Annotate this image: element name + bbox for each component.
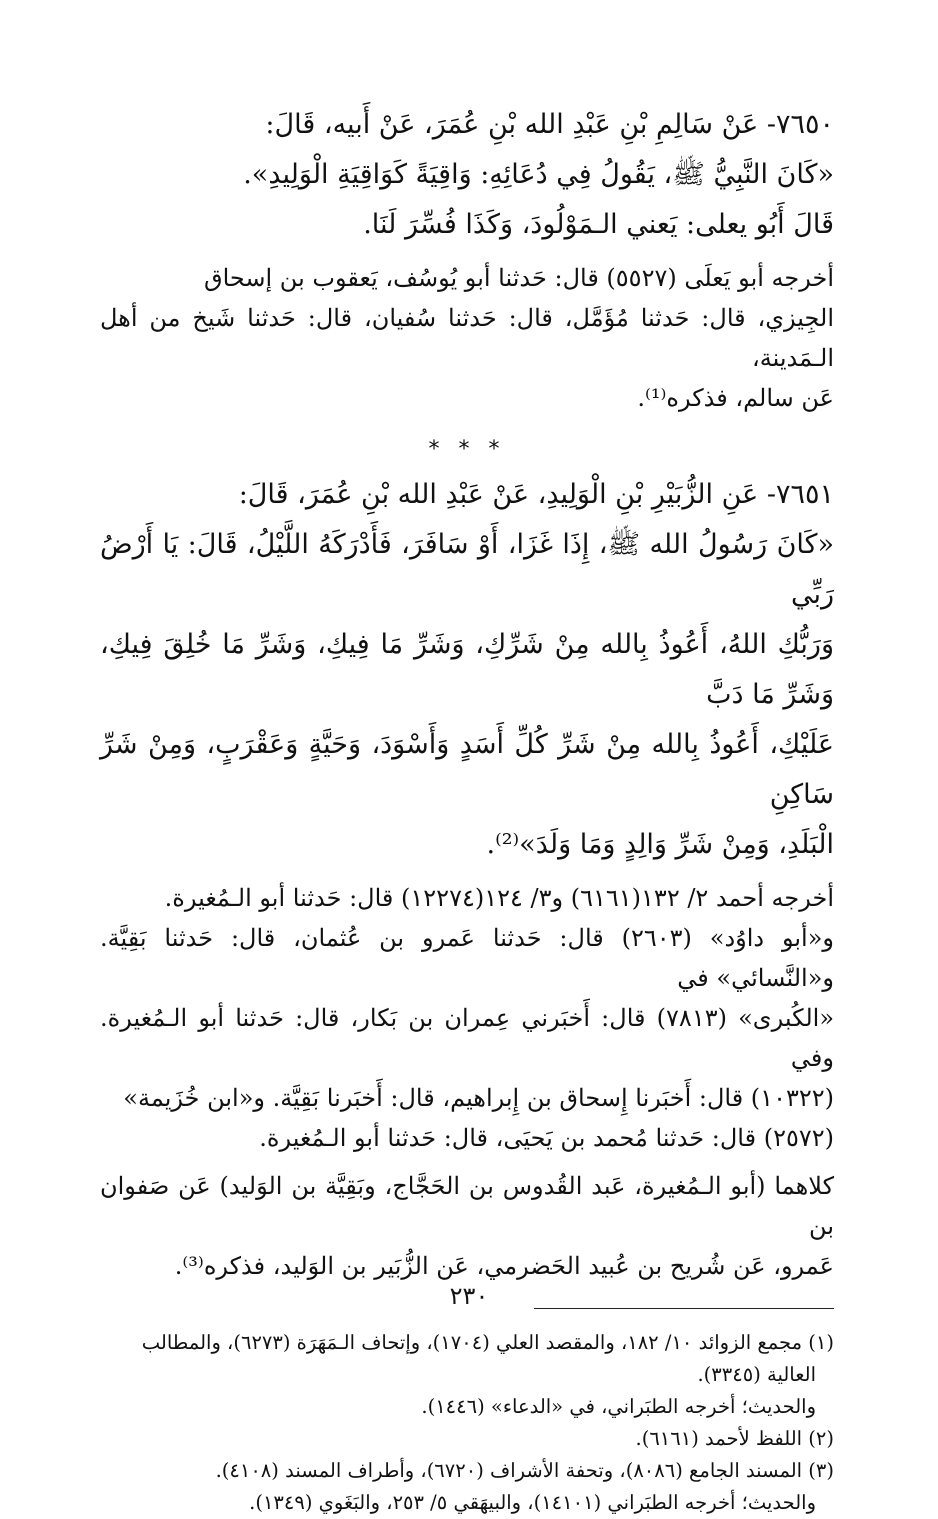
hadith-7650-line: ٧٦٥٠- عَنْ سَالِمِ بْنِ عَبْدِ الله بْنِ عُمَرَ، عَنْ أَبيه، قَالَ:	[265, 109, 834, 140]
hadith-7651-line: «كَانَ رَسُولُ الله ﷺ، إِذَا غَزَا، أَوْ سَافَرَ، فَأَدْرَكَهُ اللَّيْلُ، قَالَ: يَا أَرْضُ رَبِّي	[100, 529, 834, 610]
takhrij-7651-line: أخرجه أحمد ٢/ ١٣٢(٦١٦١) و٣/ ١٢٤(١٢٢٧٤) قال: حَدثنا أبو الـمُغيرة.	[164, 884, 834, 912]
takhrij-7650	[100, 258, 834, 418]
hadith-7651-line: ٧٦٥١- عَنِ الزُّبَيْرِ بْنِ الْوَلِيدِ، عَنْ عَبْدِ الله بْنِ عُمَرَ، قَالَ:	[238, 479, 834, 510]
kilahuma-line: عَمرو، عَن شُريح بن عُبيد الحَضرمي، عَن الزُّبَير بن الوَليد، فذكره⁽³⁾.	[174, 1252, 834, 1280]
page-number: ٢٣٠	[449, 1282, 489, 1310]
takhrij-7651-line: و«أبو داوُد» (٢٦٠٣) قال: حَدثنا عَمرو بن عُثمان، قال: حَدثنا بَقِيَّة. و«النَّسائي» في	[100, 924, 834, 992]
takhrij-7650-line: أخرجه أبو يَعلَى (٥٥٢٧) قال: حَدثنا أبو يُوسُف، يَعقوب بن إسحاق	[203, 264, 834, 292]
hadith-7650	[100, 100, 834, 250]
hadith-7651-line: الْبَلَدِ، وَمِنْ شَرِّ وَالِدٍ وَمَا وَلَدَ»⁽²⁾.	[486, 829, 834, 860]
footnote-line: (٢) اللفظ لأحمد (٦١٦١).	[635, 1427, 834, 1450]
hadith-7650-line: قَالَ أَبُو يعلى: يَعني الـمَوْلُودَ، وَكَذَا فُسِّرَ لَنَا.	[363, 209, 834, 240]
kilahuma-line: كلاهما (أبو الـمُغيرة، عَبد القُدوس بن الحَجَّاج، وبَقِيَّة بن الوَليد) عَن صَفوان بن	[100, 1172, 834, 1240]
hadith-7650-line: «كَانَ النَّبِيُّ ﷺ، يَقُولُ فِي دُعَائِهِ: وَاقِيَةً كَوَاقِيَةِ الْوَلِيدِ».	[243, 159, 834, 190]
footnote-line: والحديث؛ أخرجه الطبَراني (١٤١٠١)، والبيهَقي ٥/ ٢٥٣، والبَغَوي (١٣٤٩).	[249, 1491, 816, 1514]
takhrij-7651	[100, 878, 834, 1158]
footnote-line: (١) مجمع الزوائد ١٠/ ١٨٢، والمقصد العلي (١٧٠٤)، وإتحاف الـمَهَرَة (٦٢٧٣)، والمطالب	[141, 1331, 834, 1354]
takhrij-7651-line: (١٠٣٢٢) قال: أَخبَرنا إِسحاق بن إِبراهيم، قال: أَخبَرنا بَقِيَّة. و«ابن خُزَيمة»	[123, 1084, 834, 1112]
hadith-7651-line: وَرَبُّكِ اللهُ، أَعُوذُ بِالله مِنْ شَرِّكِ، وَشَرِّ مَا فِيكِ، وَشَرِّ مَا خُلِقَ فِيكِ، وَشَرِّ مَا دَبَّ	[100, 629, 834, 710]
footnote-line: العالية (٣٣٤٥).	[697, 1363, 816, 1386]
takhrij-7651-line: «الكُبرى» (٧٨١٣) قال: أَخبَرني عِمران بن بَكار، قال: حَدثنا أبو الـمُغيرة. وفي	[100, 1004, 834, 1072]
section-separator-stars: * * *	[428, 437, 506, 462]
takhrij-7650-line: الجِيزي، قال: حَدثنا مُؤَمَّل، قال: حَدثنا سُفيان، قال: حَدثنا شَيخ من أهل الـمَدينة،	[100, 304, 834, 372]
hadith-7651-line: عَلَيْكِ، أَعُوذُ بِالله مِنْ شَرِّ كُلِّ أَسَدٍ وَأَسْوَدَ، وَحَيَّةٍ وَعَقْرَبٍ، وَمِنْ شَرِّ سَاكِنِ	[100, 729, 834, 810]
kilahuma-paragraph	[100, 1166, 834, 1286]
footnote-line: والحديث؛ أخرجه الطبَراني، في «الدعاء» (١٤٤٦).	[421, 1395, 816, 1418]
footnote-line: (٣) المسند الجامع (٨٠٨٦)، وتحفة الأشراف (٦٧٢٠)، وأطراف المسند (٤١٠٨).	[215, 1459, 834, 1482]
hadith-7651	[100, 470, 834, 870]
footnotes	[100, 1327, 834, 1519]
takhrij-7650-line: عَن سالم، فذكره⁽¹⁾.	[637, 384, 834, 412]
takhrij-7651-line: (٢٥٧٢) قال: حَدثنا مُحمد بن يَحيَى، قال: حَدثنا أبو الـمُغيرة.	[259, 1124, 834, 1152]
